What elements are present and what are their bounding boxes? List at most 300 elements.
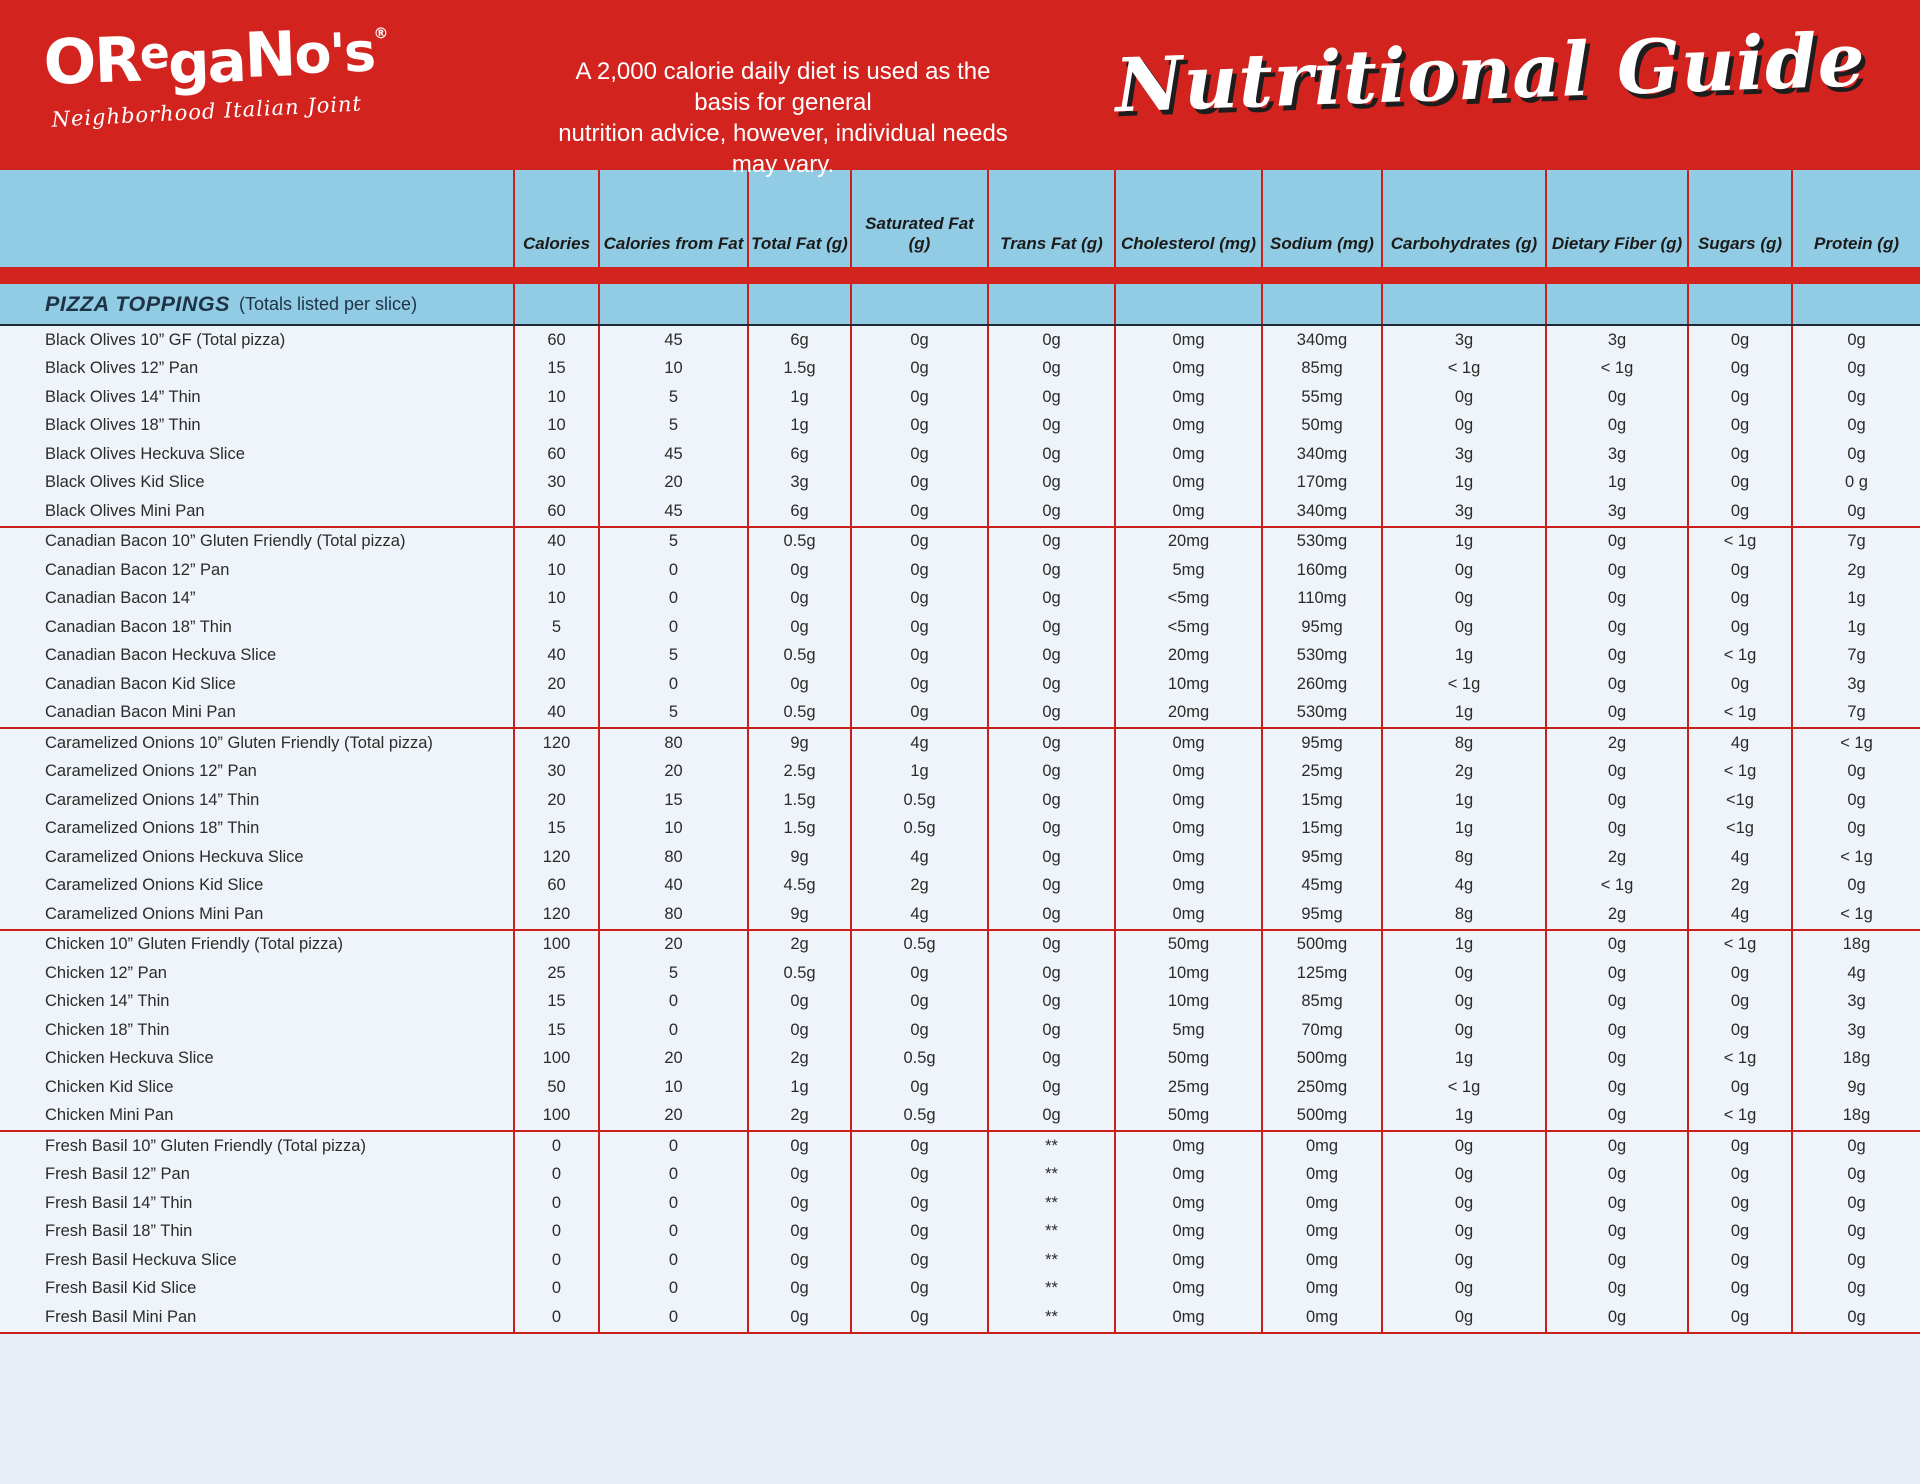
row-label: Black Olives Heckuva Slice	[45, 444, 245, 463]
cell-calories: 120	[513, 729, 598, 758]
cell-trans-fat: 0g	[987, 1045, 1114, 1074]
table-row	[0, 440, 1920, 469]
cell-total-fat: 1.5g	[747, 355, 850, 384]
cell-saturated-fat: 0.5g	[850, 1102, 987, 1131]
row-label: Caramelized Onions 18” Thin	[45, 819, 260, 838]
section-title: PIZZA TOPPINGS	[45, 291, 230, 316]
cell-dietary-fiber: 0g	[1545, 1303, 1687, 1332]
column-header-trans-fat: Trans Fat (g)	[987, 170, 1114, 267]
cell-trans-fat: **	[987, 1161, 1114, 1190]
cell-dietary-fiber: 3g	[1545, 326, 1687, 355]
cell-sugars: 0g	[1687, 585, 1791, 614]
cell-cholesterol: 0mg	[1114, 1275, 1261, 1304]
cell-sugars: 0g	[1687, 469, 1791, 498]
cell-trans-fat: 0g	[987, 1073, 1114, 1102]
cell-carbohydrates: 8g	[1381, 900, 1545, 929]
cell-cholesterol: 0mg	[1114, 469, 1261, 498]
cell-carbohydrates: 0g	[1381, 959, 1545, 988]
cell-sodium: 260mg	[1261, 670, 1381, 699]
cell-calories: 30	[513, 758, 598, 787]
cell-dietary-fiber: 0g	[1545, 528, 1687, 557]
cell-calories: 50	[513, 1073, 598, 1102]
cell-saturated-fat: 4g	[850, 729, 987, 758]
cell-sodium: 95mg	[1261, 900, 1381, 929]
cell-total-fat: 0.5g	[747, 642, 850, 671]
cell-carbohydrates: 0g	[1381, 1246, 1545, 1275]
cell-sugars: < 1g	[1687, 1045, 1791, 1074]
cell-protein: < 1g	[1791, 900, 1920, 929]
cell-calories: 20	[513, 786, 598, 815]
cell-sugars: <1g	[1687, 786, 1791, 815]
cell-calories-from-fat: 45	[598, 326, 747, 355]
cell-saturated-fat: 0g	[850, 585, 987, 614]
cell-sugars: 0g	[1687, 497, 1791, 526]
cell-trans-fat: 0g	[987, 556, 1114, 585]
cell-protein: 0g	[1791, 412, 1920, 441]
cell-sodium: 95mg	[1261, 843, 1381, 872]
cell-saturated-fat: 0g	[850, 613, 987, 642]
cell-sodium: 25mg	[1261, 758, 1381, 787]
cell-saturated-fat: 0.5g	[850, 815, 987, 844]
cell-trans-fat: 0g	[987, 758, 1114, 787]
cell-trans-fat: 0g	[987, 729, 1114, 758]
table-row	[0, 355, 1920, 384]
cell-calories: 0	[513, 1218, 598, 1247]
column-header-sodium: Sodium (mg)	[1261, 170, 1381, 267]
registered-trademark-symbol: ®	[373, 23, 389, 43]
cell-calories-from-fat: 5	[598, 959, 747, 988]
cell-dietary-fiber: 0g	[1545, 1275, 1687, 1304]
cell-total-fat: 0g	[747, 1161, 850, 1190]
cell-trans-fat: 0g	[987, 497, 1114, 526]
cell-saturated-fat: 4g	[850, 900, 987, 929]
column-header-spacer	[0, 170, 513, 267]
cell-saturated-fat: 0g	[850, 440, 987, 469]
cell-protein: 0g	[1791, 1218, 1920, 1247]
cell-total-fat: 0g	[747, 585, 850, 614]
cell-protein: 2g	[1791, 556, 1920, 585]
cell-protein: 7g	[1791, 642, 1920, 671]
cell-carbohydrates: 8g	[1381, 729, 1545, 758]
table-row	[0, 1045, 1920, 1074]
cell-sugars: 0g	[1687, 440, 1791, 469]
table-row	[0, 497, 1920, 526]
brand-tagline: Neighborhood Italian Joint	[50, 91, 363, 132]
cell-saturated-fat: 1g	[850, 758, 987, 787]
table-row	[0, 931, 1920, 960]
cell-calories-from-fat: 10	[598, 815, 747, 844]
cell-trans-fat: 0g	[987, 872, 1114, 901]
cell-sodium: 340mg	[1261, 326, 1381, 355]
cell-carbohydrates: 1g	[1381, 815, 1545, 844]
cell-trans-fat: 0g	[987, 988, 1114, 1017]
table-body	[0, 326, 1920, 1334]
cell-carbohydrates: 3g	[1381, 326, 1545, 355]
cell-sodium: 85mg	[1261, 355, 1381, 384]
cell-sugars: 0g	[1687, 412, 1791, 441]
cell-calories-from-fat: 5	[598, 642, 747, 671]
cell-trans-fat: 0g	[987, 355, 1114, 384]
cell-cholesterol: 0mg	[1114, 383, 1261, 412]
cell-protein: 0g	[1791, 1246, 1920, 1275]
cell-cholesterol: 0mg	[1114, 497, 1261, 526]
cell-cholesterol: 0mg	[1114, 440, 1261, 469]
cell-total-fat: 0.5g	[747, 699, 850, 728]
cell-total-fat: 1.5g	[747, 786, 850, 815]
row-label: Caramelized Onions Kid Slice	[45, 876, 264, 895]
cell-saturated-fat: 0.5g	[850, 786, 987, 815]
cell-calories-from-fat: 20	[598, 758, 747, 787]
cell-calories: 10	[513, 556, 598, 585]
section-empty-cell-trans-fat	[987, 284, 1114, 324]
table-row	[0, 1016, 1920, 1045]
cell-carbohydrates: 0g	[1381, 988, 1545, 1017]
cell-sugars: 0g	[1687, 556, 1791, 585]
table-row	[0, 758, 1920, 787]
cell-trans-fat: 0g	[987, 670, 1114, 699]
cell-sodium: 125mg	[1261, 959, 1381, 988]
table-row	[0, 642, 1920, 671]
cell-protein: 0g	[1791, 497, 1920, 526]
cell-protein: 0 g	[1791, 469, 1920, 498]
cell-sodium: 95mg	[1261, 729, 1381, 758]
cell-protein: 0g	[1791, 1303, 1920, 1332]
cell-calories-from-fat: 0	[598, 556, 747, 585]
table-row	[0, 1132, 1920, 1161]
red-divider-bar	[0, 267, 1920, 284]
cell-sodium: 0mg	[1261, 1218, 1381, 1247]
brand-logo-text: ORegaNo's®	[42, 17, 389, 100]
cell-total-fat: 1g	[747, 383, 850, 412]
cell-saturated-fat: 0g	[850, 959, 987, 988]
table-row	[0, 729, 1920, 758]
cell-cholesterol: 0mg	[1114, 872, 1261, 901]
cell-calories: 0	[513, 1132, 598, 1161]
cell-sugars: 0g	[1687, 383, 1791, 412]
cell-calories: 25	[513, 959, 598, 988]
cell-sodium: 0mg	[1261, 1246, 1381, 1275]
table-row	[0, 1102, 1920, 1131]
cell-sugars: < 1g	[1687, 642, 1791, 671]
cell-calories-from-fat: 0	[598, 1189, 747, 1218]
table-row	[0, 1275, 1920, 1304]
cell-calories-from-fat: 20	[598, 469, 747, 498]
cell-sodium: 0mg	[1261, 1275, 1381, 1304]
row-label: Canadian Bacon 18” Thin	[45, 617, 232, 636]
row-label: Caramelized Onions Heckuva Slice	[45, 847, 304, 866]
cell-total-fat: 9g	[747, 900, 850, 929]
cell-sodium: 0mg	[1261, 1132, 1381, 1161]
cell-protein: < 1g	[1791, 729, 1920, 758]
cell-protein: 0g	[1791, 440, 1920, 469]
table-row	[0, 1303, 1920, 1332]
cell-protein: 1g	[1791, 585, 1920, 614]
cell-protein: 3g	[1791, 1016, 1920, 1045]
row-label: Caramelized Onions 14” Thin	[45, 790, 260, 809]
cell-total-fat: 0.5g	[747, 959, 850, 988]
cell-sodium: 0mg	[1261, 1189, 1381, 1218]
row-label: Black Olives Mini Pan	[45, 501, 205, 520]
cell-calories: 120	[513, 843, 598, 872]
section-empty-cell-total-fat	[747, 284, 850, 324]
cell-total-fat: 9g	[747, 843, 850, 872]
table-row	[0, 585, 1920, 614]
cell-total-fat: 3g	[747, 469, 850, 498]
cell-calories: 60	[513, 872, 598, 901]
cell-cholesterol: 10mg	[1114, 670, 1261, 699]
column-header-carbohydrates: Carbohydrates (g)	[1381, 170, 1545, 267]
cell-protein: 3g	[1791, 670, 1920, 699]
cell-calories: 0	[513, 1189, 598, 1218]
table-row	[0, 872, 1920, 901]
cell-carbohydrates: 0g	[1381, 1132, 1545, 1161]
cell-carbohydrates: 0g	[1381, 1275, 1545, 1304]
cell-sugars: < 1g	[1687, 699, 1791, 728]
cell-saturated-fat: 0g	[850, 988, 987, 1017]
cell-calories-from-fat: 0	[598, 1161, 747, 1190]
cell-dietary-fiber: 0g	[1545, 815, 1687, 844]
cell-carbohydrates: 1g	[1381, 469, 1545, 498]
cell-trans-fat: 0g	[987, 900, 1114, 929]
cell-protein: 0g	[1791, 355, 1920, 384]
cell-cholesterol: 0mg	[1114, 786, 1261, 815]
cell-trans-fat: 0g	[987, 959, 1114, 988]
cell-trans-fat: 0g	[987, 585, 1114, 614]
table-row	[0, 786, 1920, 815]
cell-calories: 15	[513, 815, 598, 844]
row-label: Chicken 14” Thin	[45, 992, 170, 1011]
cell-trans-fat: 0g	[987, 815, 1114, 844]
cell-calories-from-fat: 0	[598, 613, 747, 642]
cell-calories-from-fat: 0	[598, 1016, 747, 1045]
cell-sodium: 500mg	[1261, 931, 1381, 960]
cell-calories: 0	[513, 1246, 598, 1275]
cell-sodium: 0mg	[1261, 1303, 1381, 1332]
cell-calories: 40	[513, 528, 598, 557]
cell-protein: 0g	[1791, 758, 1920, 787]
row-label: Chicken Kid Slice	[45, 1077, 174, 1096]
cell-protein: 0g	[1791, 815, 1920, 844]
cell-protein: 0g	[1791, 326, 1920, 355]
cell-saturated-fat: 4g	[850, 843, 987, 872]
cell-sodium: 340mg	[1261, 497, 1381, 526]
cell-dietary-fiber: 0g	[1545, 758, 1687, 787]
cell-protein: 3g	[1791, 988, 1920, 1017]
table-row	[0, 670, 1920, 699]
cell-cholesterol: <5mg	[1114, 613, 1261, 642]
cell-calories-from-fat: 0	[598, 585, 747, 614]
cell-calories-from-fat: 80	[598, 900, 747, 929]
cell-sodium: 530mg	[1261, 642, 1381, 671]
cell-calories-from-fat: 80	[598, 729, 747, 758]
row-label: Fresh Basil Heckuva Slice	[45, 1250, 237, 1269]
section-empty-cell-dietary-fiber	[1545, 284, 1687, 324]
column-header-total-fat: Total Fat (g)	[747, 170, 850, 267]
cell-protein: 0g	[1791, 786, 1920, 815]
cell-sodium: 95mg	[1261, 613, 1381, 642]
cell-sugars: 0g	[1687, 1246, 1791, 1275]
cell-saturated-fat: 0g	[850, 556, 987, 585]
cell-sugars: < 1g	[1687, 528, 1791, 557]
cell-cholesterol: 20mg	[1114, 699, 1261, 728]
row-label: Canadian Bacon Mini Pan	[45, 703, 236, 722]
cell-saturated-fat: 0.5g	[850, 931, 987, 960]
cell-calories: 10	[513, 585, 598, 614]
cell-carbohydrates: < 1g	[1381, 1073, 1545, 1102]
cell-saturated-fat: 0g	[850, 383, 987, 412]
section-row	[0, 284, 1920, 326]
cell-calories-from-fat: 0	[598, 988, 747, 1017]
cell-trans-fat: **	[987, 1246, 1114, 1275]
row-label: Black Olives 12” Pan	[45, 359, 199, 378]
cell-sodium: 340mg	[1261, 440, 1381, 469]
table-row	[0, 959, 1920, 988]
column-header-saturated-fat: Saturated Fat (g)	[850, 170, 987, 267]
cell-calories: 20	[513, 670, 598, 699]
cell-carbohydrates: 3g	[1381, 440, 1545, 469]
row-label: Fresh Basil Kid Slice	[45, 1279, 197, 1298]
cell-carbohydrates: 1g	[1381, 1045, 1545, 1074]
cell-cholesterol: 0mg	[1114, 815, 1261, 844]
cell-calories-from-fat: 10	[598, 355, 747, 384]
cell-total-fat: 2g	[747, 1102, 850, 1131]
cell-total-fat: 6g	[747, 440, 850, 469]
cell-dietary-fiber: 2g	[1545, 843, 1687, 872]
cell-dietary-fiber: 0g	[1545, 642, 1687, 671]
cell-dietary-fiber: 0g	[1545, 988, 1687, 1017]
cell-sodium: 0mg	[1261, 1161, 1381, 1190]
table-row	[0, 556, 1920, 585]
row-label: Fresh Basil Mini Pan	[45, 1307, 197, 1326]
cell-total-fat: 0.5g	[747, 528, 850, 557]
cell-total-fat: 4.5g	[747, 872, 850, 901]
cell-carbohydrates: 0g	[1381, 556, 1545, 585]
row-label: Black Olives 18” Thin	[45, 416, 201, 435]
cell-dietary-fiber: 0g	[1545, 383, 1687, 412]
cell-calories: 0	[513, 1303, 598, 1332]
cell-saturated-fat: 0g	[850, 412, 987, 441]
cell-total-fat: 0g	[747, 1218, 850, 1247]
cell-saturated-fat: 0g	[850, 1189, 987, 1218]
topping-group	[0, 729, 1920, 931]
row-label: Canadian Bacon Heckuva Slice	[45, 646, 277, 665]
row-label: Fresh Basil 14” Thin	[45, 1193, 193, 1212]
cell-calories: 40	[513, 699, 598, 728]
cell-sodium: 170mg	[1261, 469, 1381, 498]
cell-calories: 100	[513, 1045, 598, 1074]
table-row	[0, 1246, 1920, 1275]
row-label: Chicken Heckuva Slice	[45, 1049, 214, 1068]
cell-dietary-fiber: 0g	[1545, 959, 1687, 988]
cell-protein: 7g	[1791, 699, 1920, 728]
cell-carbohydrates: 0g	[1381, 585, 1545, 614]
cell-total-fat: 0g	[747, 556, 850, 585]
topping-group	[0, 326, 1920, 528]
table-row	[0, 699, 1920, 728]
cell-carbohydrates: 8g	[1381, 843, 1545, 872]
cell-saturated-fat: 0g	[850, 670, 987, 699]
cell-protein: 0g	[1791, 1161, 1920, 1190]
cell-dietary-fiber: 0g	[1545, 556, 1687, 585]
row-label: Black Olives Kid Slice	[45, 473, 205, 492]
cell-dietary-fiber: 0g	[1545, 1045, 1687, 1074]
cell-trans-fat: 0g	[987, 931, 1114, 960]
cell-trans-fat: 0g	[987, 412, 1114, 441]
cell-calories-from-fat: 0	[598, 1303, 747, 1332]
cell-calories: 0	[513, 1275, 598, 1304]
cell-carbohydrates: 2g	[1381, 758, 1545, 787]
section-empty-cell-protein	[1791, 284, 1920, 324]
cell-cholesterol: 0mg	[1114, 843, 1261, 872]
cell-sugars: 0g	[1687, 988, 1791, 1017]
cell-total-fat: 1g	[747, 412, 850, 441]
cell-dietary-fiber: 0g	[1545, 699, 1687, 728]
cell-saturated-fat: 0g	[850, 355, 987, 384]
cell-dietary-fiber: 2g	[1545, 900, 1687, 929]
cell-protein: 18g	[1791, 1102, 1920, 1131]
cell-calories: 30	[513, 469, 598, 498]
cell-carbohydrates: 1g	[1381, 786, 1545, 815]
cell-carbohydrates: 3g	[1381, 497, 1545, 526]
cell-carbohydrates: 4g	[1381, 872, 1545, 901]
cell-dietary-fiber: 0g	[1545, 412, 1687, 441]
cell-calories-from-fat: 0	[598, 1132, 747, 1161]
cell-trans-fat: **	[987, 1189, 1114, 1218]
cell-cholesterol: 20mg	[1114, 642, 1261, 671]
cell-protein: < 1g	[1791, 843, 1920, 872]
table-row	[0, 1189, 1920, 1218]
cell-dietary-fiber: 0g	[1545, 1073, 1687, 1102]
cell-calories: 10	[513, 412, 598, 441]
cell-sodium: 85mg	[1261, 988, 1381, 1017]
section-empty-cell-calories	[513, 284, 598, 324]
table-row	[0, 613, 1920, 642]
cell-protein: 1g	[1791, 613, 1920, 642]
cell-calories: 5	[513, 613, 598, 642]
brand-logo	[42, 14, 391, 132]
cell-dietary-fiber: 0g	[1545, 931, 1687, 960]
cell-calories-from-fat: 80	[598, 843, 747, 872]
row-label: Canadian Bacon 10” Gluten Friendly (Total pizza)	[45, 532, 406, 551]
row-label: Chicken 12” Pan	[45, 963, 167, 982]
cell-cholesterol: 0mg	[1114, 412, 1261, 441]
table-row	[0, 469, 1920, 498]
cell-dietary-fiber: 3g	[1545, 440, 1687, 469]
cell-dietary-fiber: 0g	[1545, 1246, 1687, 1275]
cell-dietary-fiber: 3g	[1545, 497, 1687, 526]
table-row	[0, 843, 1920, 872]
cell-calories-from-fat: 20	[598, 931, 747, 960]
cell-saturated-fat: 0g	[850, 1303, 987, 1332]
cell-calories-from-fat: 0	[598, 670, 747, 699]
cell-trans-fat: 0g	[987, 1016, 1114, 1045]
cell-dietary-fiber: 0g	[1545, 1016, 1687, 1045]
cell-cholesterol: 0mg	[1114, 326, 1261, 355]
cell-cholesterol: 0mg	[1114, 1161, 1261, 1190]
cell-dietary-fiber: 1g	[1545, 469, 1687, 498]
cell-cholesterol: 0mg	[1114, 900, 1261, 929]
cell-protein: 18g	[1791, 1045, 1920, 1074]
cell-saturated-fat: 0.5g	[850, 1045, 987, 1074]
column-header-protein: Protein (g)	[1791, 170, 1920, 267]
table-row	[0, 1161, 1920, 1190]
cell-protein: 0g	[1791, 872, 1920, 901]
cell-trans-fat: 0g	[987, 440, 1114, 469]
cell-sugars: 0g	[1687, 613, 1791, 642]
row-label: Black Olives 14” Thin	[45, 387, 201, 406]
cell-sugars: 0g	[1687, 1275, 1791, 1304]
column-header-calories-from-fat: Calories from Fat	[598, 170, 747, 267]
